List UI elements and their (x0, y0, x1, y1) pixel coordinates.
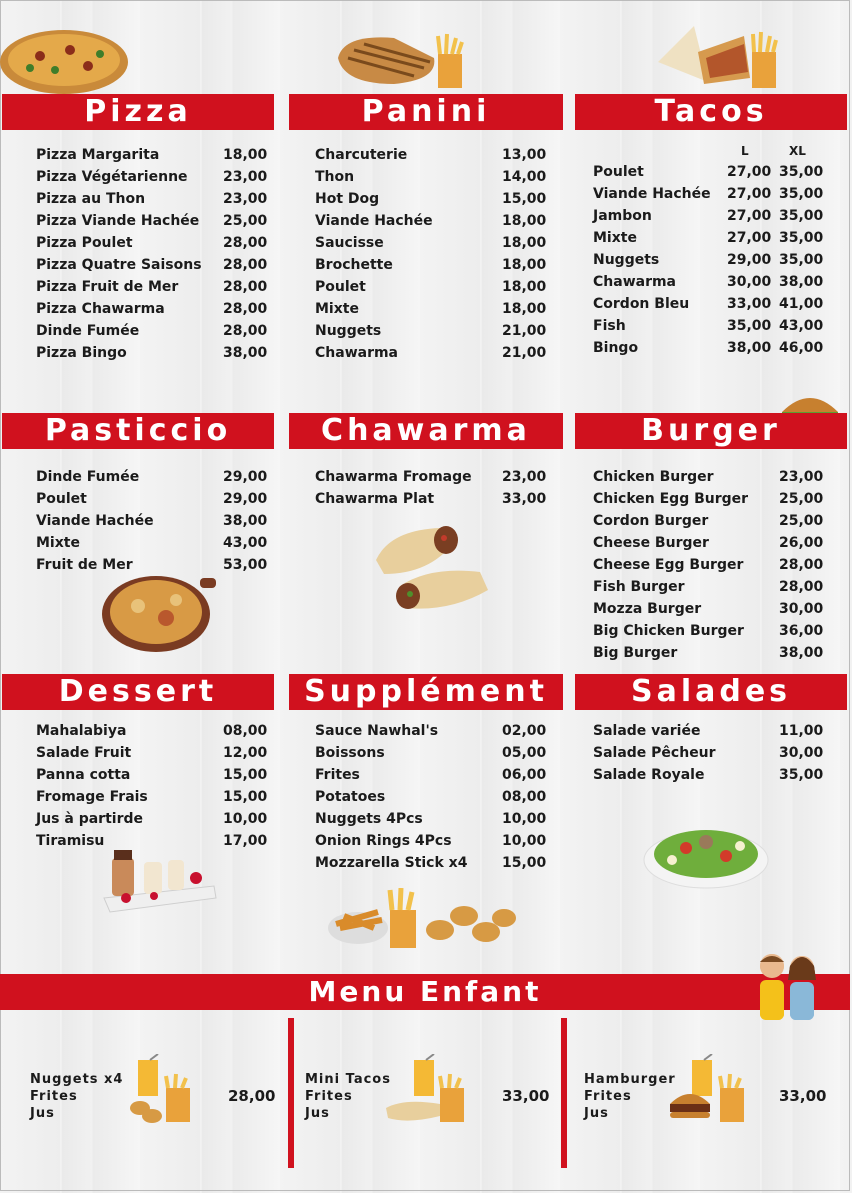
item-price-l: 29,00 (727, 252, 772, 268)
item-price-l: 27,00 (727, 208, 772, 224)
item-price-l: 27,00 (727, 186, 772, 202)
item-price-xl: 41,00 (779, 296, 824, 312)
item-name: Mixte (315, 301, 359, 317)
item-name: Poulet (593, 164, 644, 180)
item-price: 18,00 (502, 235, 547, 251)
item-name: Pizza Quatre Saisons (36, 257, 202, 273)
item-price: 30,00 (779, 601, 824, 617)
item-price: 29,00 (223, 491, 268, 507)
item-price-l: 35,00 (727, 318, 772, 334)
burger-title: Burger (575, 413, 847, 449)
item-price-xl: 46,00 (779, 340, 824, 356)
item-name: Cordon Bleu (593, 296, 690, 312)
item-name: Salade Fruit (36, 745, 132, 761)
kids-menu-line: Jus (30, 1106, 55, 1121)
item-price: 25,00 (223, 213, 268, 229)
item-price-l: 30,00 (727, 274, 772, 290)
kids-menu-2 (305, 1071, 391, 1122)
item-name: Pizza Chawarma (36, 301, 165, 317)
pizza-title: Pizza (2, 94, 274, 130)
kids-menu-line: Frites (30, 1089, 78, 1104)
item-price: 23,00 (502, 469, 547, 485)
item-price: 15,00 (223, 789, 268, 805)
item-price: 17,00 (223, 833, 268, 849)
list-item (36, 232, 268, 254)
item-name: Big Chicken Burger (593, 623, 744, 639)
item-name: Viande Hachée (315, 213, 433, 229)
salades-title: Salades (575, 674, 847, 710)
item-price: 14,00 (502, 169, 547, 185)
kids-menu-line: Hamburger (584, 1072, 676, 1087)
item-price: 08,00 (223, 723, 268, 739)
item-price-xl: 35,00 (779, 230, 824, 246)
burger-list (593, 466, 823, 664)
panini-list (315, 144, 547, 364)
panini-photo (334, 28, 466, 92)
dessert-list (36, 720, 268, 852)
list-item (36, 510, 268, 532)
chawarma-list (315, 466, 547, 510)
list-item (315, 166, 547, 188)
list-item (593, 764, 823, 786)
item-name: Salade Pêcheur (593, 745, 716, 761)
list-item (593, 598, 823, 620)
list-item (36, 554, 268, 576)
item-price: 21,00 (502, 323, 547, 339)
list-item (593, 488, 823, 510)
kids-menu-price: 33,00 (779, 1087, 827, 1105)
list-item (36, 188, 268, 210)
item-name: Poulet (36, 491, 87, 507)
item-price-l: 27,00 (727, 230, 772, 246)
list-item (36, 720, 268, 742)
item-name: Brochette (315, 257, 393, 273)
pasticcio-title: Pasticcio (2, 413, 274, 449)
kids-photo (752, 950, 822, 1024)
item-name: Bingo (593, 340, 639, 356)
item-name: Sauce Nawhal's (315, 723, 439, 739)
pasticcio-photo (102, 570, 218, 654)
item-name: Potatoes (315, 789, 386, 805)
dessert-photo (102, 842, 218, 914)
item-name: Nuggets (315, 323, 382, 339)
item-price-xl: 38,00 (779, 274, 824, 290)
list-item (36, 466, 268, 488)
item-name: Fruit de Mer (36, 557, 133, 573)
item-price: 18,00 (502, 213, 547, 229)
list-item (315, 232, 547, 254)
item-price-xl: 35,00 (779, 186, 824, 202)
tacos-list (593, 161, 823, 359)
supplement-title: Supplément (289, 674, 563, 710)
item-name: Pizza au Thon (36, 191, 146, 207)
menu-enfant-title: Menu Enfant (0, 974, 850, 1010)
item-price: 28,00 (779, 579, 824, 595)
list-item (315, 488, 547, 510)
item-price: 05,00 (502, 745, 547, 761)
item-price: 53,00 (223, 557, 268, 573)
item-price: 21,00 (502, 345, 547, 361)
item-price: 30,00 (779, 745, 824, 761)
kids-menu-3 (584, 1071, 676, 1122)
item-name: Boissons (315, 745, 385, 761)
item-price: 43,00 (223, 535, 268, 551)
list-item (36, 210, 268, 232)
list-item (36, 742, 268, 764)
kids-menu-line: Jus (584, 1106, 609, 1121)
item-name: Mozzarella Stick x4 (315, 855, 468, 871)
pizza-photo (0, 18, 132, 98)
list-item (315, 764, 547, 786)
list-item (315, 210, 547, 232)
list-item (593, 554, 823, 576)
list-item (593, 227, 823, 249)
item-price: 35,00 (779, 767, 824, 783)
pizza-list (36, 144, 268, 364)
list-item (315, 852, 547, 874)
juice-fries-photo (128, 1054, 198, 1126)
list-item (36, 786, 268, 808)
list-item (593, 642, 823, 664)
item-price: 28,00 (223, 323, 268, 339)
item-price: 12,00 (223, 745, 268, 761)
list-item (593, 532, 823, 554)
item-price-xl: 43,00 (779, 318, 824, 334)
item-name: Nuggets 4Pcs (315, 811, 423, 827)
list-item (593, 510, 823, 532)
item-price: 26,00 (779, 535, 824, 551)
list-item (36, 276, 268, 298)
item-name: Thon (315, 169, 355, 185)
item-price-l: 27,00 (727, 164, 772, 180)
item-name: Cheese Burger (593, 535, 709, 551)
item-name: Panna cotta (36, 767, 131, 783)
item-name: Pizza Viande Hachée (36, 213, 200, 229)
item-price: 25,00 (779, 491, 824, 507)
kids-menu-line: Frites (584, 1089, 632, 1104)
item-price: 15,00 (502, 191, 547, 207)
list-item (36, 254, 268, 276)
item-name: Charcuterie (315, 147, 408, 163)
list-item (315, 276, 547, 298)
pasticcio-list (36, 466, 268, 576)
item-name: Pizza Fruit de Mer (36, 279, 179, 295)
item-price: 28,00 (223, 257, 268, 273)
item-name: Pizza Margarita (36, 147, 160, 163)
list-item (315, 786, 547, 808)
list-item (36, 488, 268, 510)
item-price: 25,00 (779, 513, 824, 529)
item-price: 38,00 (779, 645, 824, 661)
kids-menu-1 (30, 1071, 123, 1122)
item-name: Fish (593, 318, 626, 334)
list-item (593, 720, 823, 742)
tacos-size-xl: XL (789, 144, 806, 158)
list-item (593, 337, 823, 359)
list-item (593, 293, 823, 315)
item-price-l: 38,00 (727, 340, 772, 356)
item-price: 36,00 (779, 623, 824, 639)
item-price: 08,00 (502, 789, 547, 805)
item-name: Salade Royale (593, 767, 705, 783)
item-name: Big Burger (593, 645, 678, 661)
kids-menu-line: Jus (305, 1106, 330, 1121)
list-item (315, 808, 547, 830)
item-name: Cheese Egg Burger (593, 557, 744, 573)
item-name: Jus à partirde (36, 811, 143, 827)
item-price-xl: 35,00 (779, 164, 824, 180)
item-price: 38,00 (223, 345, 268, 361)
item-name: Poulet (315, 279, 366, 295)
list-item (593, 161, 823, 183)
list-item (593, 742, 823, 764)
list-item (315, 466, 547, 488)
item-price: 18,00 (502, 279, 547, 295)
list-item (315, 830, 547, 852)
juice-fries-photo (666, 1054, 750, 1128)
divider (288, 1018, 294, 1168)
item-name: Saucisse (315, 235, 384, 251)
list-item (593, 205, 823, 227)
item-name: Chicken Burger (593, 469, 714, 485)
list-item (36, 808, 268, 830)
item-price: 02,00 (502, 723, 547, 739)
item-name: Frites (315, 767, 360, 783)
item-name: Fromage Frais (36, 789, 148, 805)
list-item (315, 298, 547, 320)
kids-menu-price: 33,00 (502, 1087, 550, 1105)
item-price: 10,00 (223, 811, 268, 827)
item-name: Mahalabiya (36, 723, 127, 739)
item-price: 13,00 (502, 147, 547, 163)
item-name: Mixte (36, 535, 80, 551)
salades-list (593, 720, 823, 786)
item-price: 33,00 (502, 491, 547, 507)
item-price: 28,00 (223, 301, 268, 317)
item-name: Jambon (593, 208, 652, 224)
list-item (315, 742, 547, 764)
panini-title: Panini (289, 94, 563, 130)
item-name: Pizza Végétarienne (36, 169, 188, 185)
item-price: 38,00 (223, 513, 268, 529)
item-name: Chawarma (593, 274, 677, 290)
fries-nuggets-photo (328, 888, 518, 950)
juice-fries-photo (384, 1054, 472, 1128)
item-price: 10,00 (502, 811, 547, 827)
list-item (315, 320, 547, 342)
list-item (36, 166, 268, 188)
kids-menu-line: Nuggets x4 (30, 1072, 124, 1087)
list-item (315, 720, 547, 742)
list-item (593, 249, 823, 271)
supplement-list (315, 720, 547, 874)
list-item (315, 144, 547, 166)
item-price: 29,00 (223, 469, 268, 485)
item-price: 28,00 (223, 235, 268, 251)
chawarma-title: Chawarma (289, 413, 563, 449)
list-item (593, 576, 823, 598)
item-price: 23,00 (223, 169, 268, 185)
tacos-size-l: L (741, 144, 749, 158)
chawarma-wrap-photo (370, 520, 494, 612)
item-name: Chawarma Plat (315, 491, 435, 507)
item-price: 28,00 (223, 279, 268, 295)
list-item (36, 144, 268, 166)
item-name: Nuggets (593, 252, 660, 268)
item-price-xl: 35,00 (779, 252, 824, 268)
list-item (593, 315, 823, 337)
item-name: Dinde Fumée (36, 323, 140, 339)
item-name: Chawarma Fromage (315, 469, 472, 485)
list-item (36, 532, 268, 554)
list-item (36, 830, 268, 852)
kids-menu-price: 28,00 (228, 1087, 276, 1105)
tacos-title: Tacos (575, 94, 847, 130)
list-item (593, 271, 823, 293)
list-item (593, 620, 823, 642)
list-item (315, 254, 547, 276)
item-name: Viande Hachée (36, 513, 154, 529)
item-price-l: 33,00 (727, 296, 772, 312)
salad-photo (642, 812, 770, 892)
list-item (593, 466, 823, 488)
list-item (315, 342, 547, 364)
item-price: 18,00 (223, 147, 268, 163)
item-price: 28,00 (779, 557, 824, 573)
item-price: 23,00 (223, 191, 268, 207)
item-price: 18,00 (502, 257, 547, 273)
item-price: 15,00 (502, 855, 547, 871)
item-name: Hot Dog (315, 191, 380, 207)
item-name: Salade variée (593, 723, 701, 739)
item-price-xl: 35,00 (779, 208, 824, 224)
item-name: Chicken Egg Burger (593, 491, 749, 507)
item-name: Fish Burger (593, 579, 685, 595)
item-name: Mixte (593, 230, 637, 246)
divider (561, 1018, 567, 1168)
list-item (36, 298, 268, 320)
item-name: Cordon Burger (593, 513, 709, 529)
list-item (36, 764, 268, 786)
kids-menu-line: Frites (305, 1089, 353, 1104)
list-item (36, 342, 268, 364)
list-item (315, 188, 547, 210)
item-price: 15,00 (223, 767, 268, 783)
list-item (593, 183, 823, 205)
list-item (36, 320, 268, 342)
tacos-photo (654, 22, 780, 92)
item-name: Viande Hachée (593, 186, 711, 202)
item-name: Chawarma (315, 345, 399, 361)
kids-menu-line: Mini Tacos (305, 1072, 391, 1087)
item-name: Dinde Fumée (36, 469, 140, 485)
item-price: 18,00 (502, 301, 547, 317)
item-price: 06,00 (502, 767, 547, 783)
item-name: Pizza Bingo (36, 345, 127, 361)
item-price: 11,00 (779, 723, 824, 739)
item-name: Tiramisu (36, 833, 105, 849)
item-price: 10,00 (502, 833, 547, 849)
item-name: Mozza Burger (593, 601, 702, 617)
item-price: 23,00 (779, 469, 824, 485)
item-name: Pizza Poulet (36, 235, 133, 251)
item-name: Onion Rings 4Pcs (315, 833, 452, 849)
dessert-title: Dessert (2, 674, 274, 710)
